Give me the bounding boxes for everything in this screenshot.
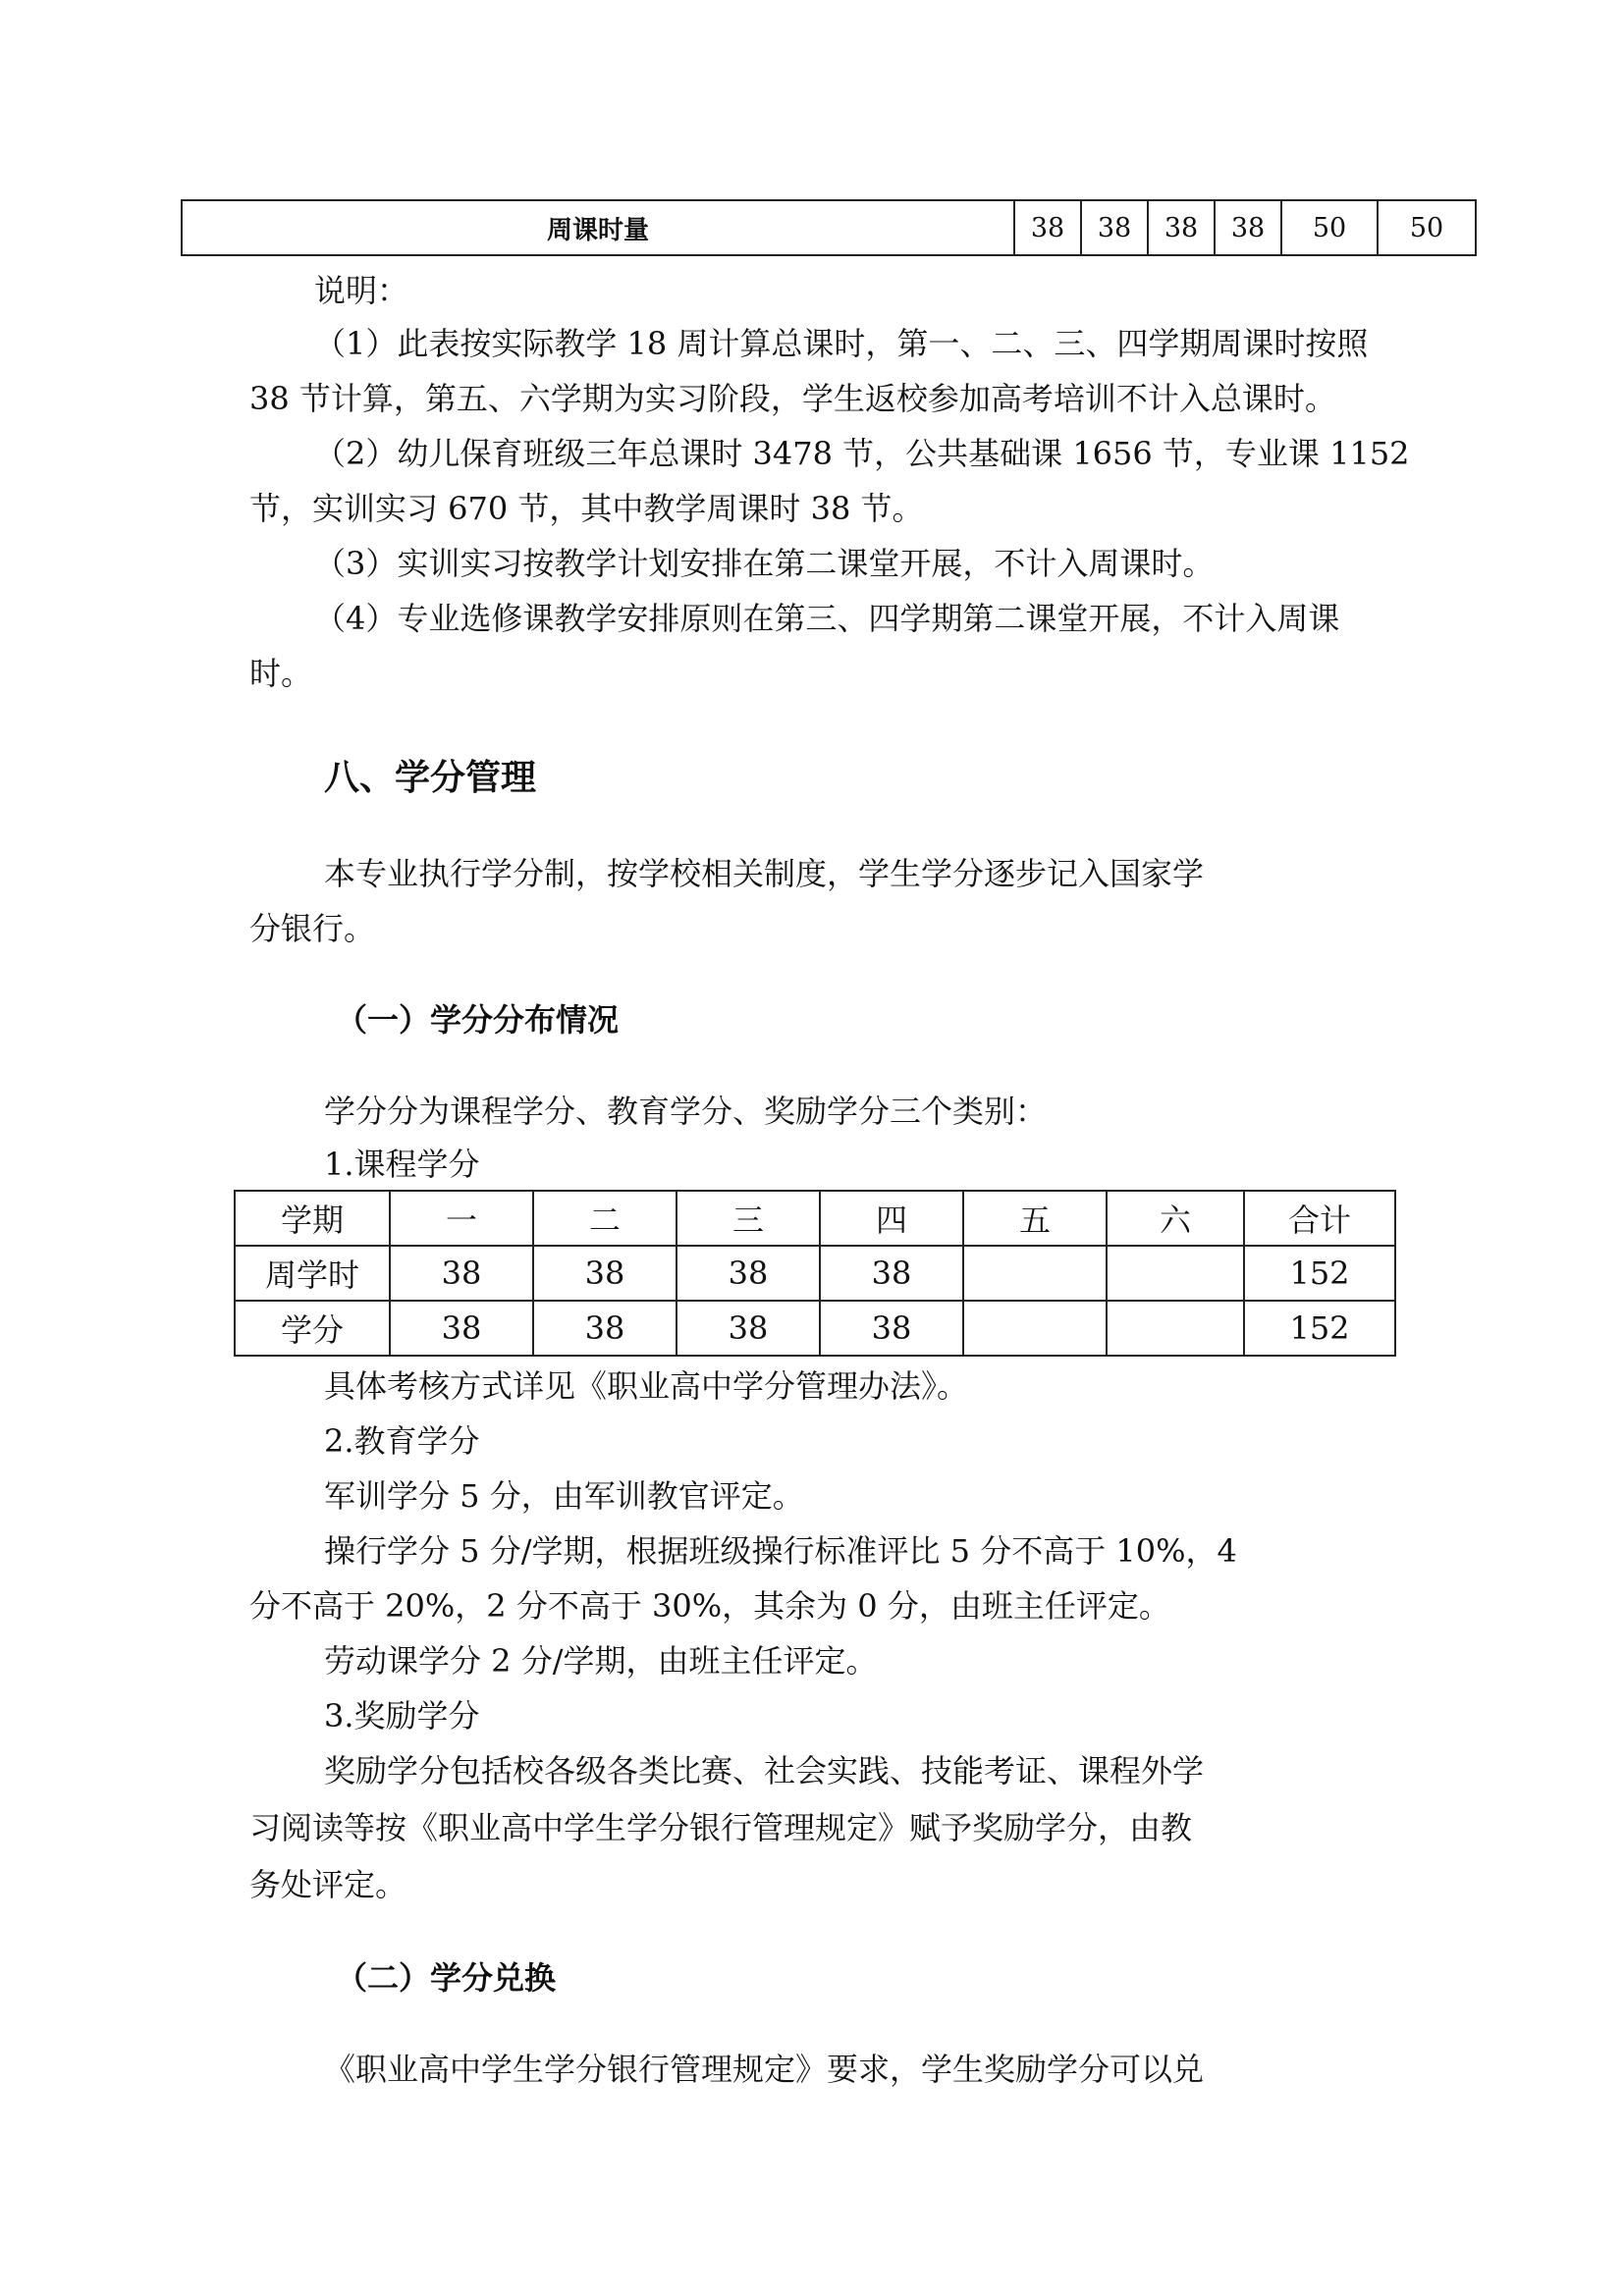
table-cell: 152: [1244, 1246, 1395, 1301]
weekly-hours-cell: 50: [1281, 200, 1378, 255]
course-credit-table: [234, 1190, 1396, 1357]
course-credit-label: 1.课程学分: [324, 1146, 480, 1183]
note-2-line-1: （2）幼儿保育班级三年总课时 3478 节，公共基础课 1656 节，专业课 1152: [314, 435, 1410, 472]
conduct-credit-line-1: 操行学分 5 分/学期，根据班级操行标准评比 5 分不高于 10%，4: [324, 1532, 1237, 1570]
table-header-cell: 三: [677, 1191, 820, 1246]
section-8-intro-line-1: 本专业执行学分制，按学校相关制度，学生学分逐步记入国家学: [324, 855, 1205, 892]
weekly-hours-cell: 38: [1014, 200, 1081, 255]
table-header-row: [235, 1191, 1395, 1246]
subsection-2-title: （二）学分兑换: [336, 1959, 557, 1997]
table-header-cell: 学期: [235, 1191, 390, 1246]
table-cell: [963, 1301, 1107, 1356]
weekly-hours-cell: 50: [1378, 200, 1476, 255]
table-cell: 152: [1244, 1301, 1395, 1356]
table-cell: 38: [820, 1246, 963, 1301]
table-row: [235, 1301, 1395, 1356]
table-cell: 38: [677, 1301, 820, 1356]
table-cell: 38: [820, 1301, 963, 1356]
table-header-cell: 一: [390, 1191, 533, 1246]
table-header-cell: 合计: [1244, 1191, 1395, 1246]
table-row: [235, 1246, 1395, 1301]
note-3: （3）实训实习按教学计划安排在第二课堂开展，不计入周课时。: [314, 545, 1215, 582]
reward-credit-line-1: 奖励学分包括校各级各类比赛、社会实践、技能考证、课程外学: [324, 1752, 1205, 1789]
notes-title: 说明：: [314, 272, 409, 309]
table-cell: 学分: [235, 1301, 390, 1356]
weekly-hours-table: [181, 199, 1477, 256]
labor-credit-paragraph: 劳动课学分 2 分/学期，由班主任评定。: [324, 1642, 878, 1680]
reward-credit-line-3: 务处评定。: [249, 1866, 407, 1903]
table-header-cell: 五: [963, 1191, 1107, 1246]
table-cell: 38: [390, 1301, 533, 1356]
table-cell: 38: [533, 1301, 677, 1356]
table-cell: 38: [677, 1246, 820, 1301]
credit-types-paragraph: 学分分为课程学分、教育学分、奖励学分三个类别：: [324, 1093, 1048, 1130]
subsection-1-title: （一）学分分布情况: [336, 1001, 620, 1039]
section-8-title: 八、学分管理: [324, 758, 537, 798]
note-1-line-1: （1）此表按实际教学 18 周计算总课时，第一、二、三、四学期周课时按照: [314, 325, 1369, 362]
note-4-line-2: 时。: [249, 655, 313, 692]
section-8-intro-line-2: 分银行。: [249, 910, 376, 947]
weekly-hours-cell: 38: [1215, 200, 1281, 255]
note-1-line-2: 38 节计算，第五、六学期为实习阶段，学生返校参加高考培训不计入总课时。: [249, 380, 1336, 417]
table-header-cell: 六: [1107, 1191, 1244, 1246]
reward-credit-line-2: 习阅读等按《职业高中学生学分银行管理规定》赋予奖励学分，由教: [249, 1809, 1193, 1846]
table-header-cell: 二: [533, 1191, 677, 1246]
table-cell: 38: [533, 1246, 677, 1301]
table-row: [182, 200, 1476, 255]
note-2-line-2: 节，实训实习 670 节，其中教学周课时 38 节。: [249, 490, 924, 527]
education-credit-label: 2.教育学分: [324, 1422, 480, 1460]
conduct-credit-line-2: 分不高于 20%，2 分不高于 30%，其余为 0 分，由班主任评定。: [249, 1587, 1170, 1625]
reward-credit-label: 3.奖励学分: [324, 1697, 480, 1735]
table-cell: [1107, 1246, 1244, 1301]
table-cell: 38: [390, 1246, 533, 1301]
table-cell: 周学时: [235, 1246, 390, 1301]
military-credit-paragraph: 军训学分 5 分，由军训教官评定。: [324, 1477, 804, 1515]
weekly-hours-cell: 38: [1081, 200, 1148, 255]
weekly-hours-cell: 38: [1148, 200, 1215, 255]
note-4-line-1: （4）专业选修课教学安排原则在第三、四学期第二课堂开展，不计入周课: [314, 600, 1340, 637]
weekly-hours-label: 周课时量: [182, 200, 1014, 255]
table-header-cell: 四: [820, 1191, 963, 1246]
credit-exchange-paragraph: 《职业高中学生学分银行管理规定》要求，学生奖励学分可以兑: [324, 2051, 1205, 2088]
table-cell: [1107, 1301, 1244, 1356]
assessment-note: 具体考核方式详见《职业高中学分管理办法》。: [324, 1367, 969, 1405]
table-cell: [963, 1246, 1107, 1301]
